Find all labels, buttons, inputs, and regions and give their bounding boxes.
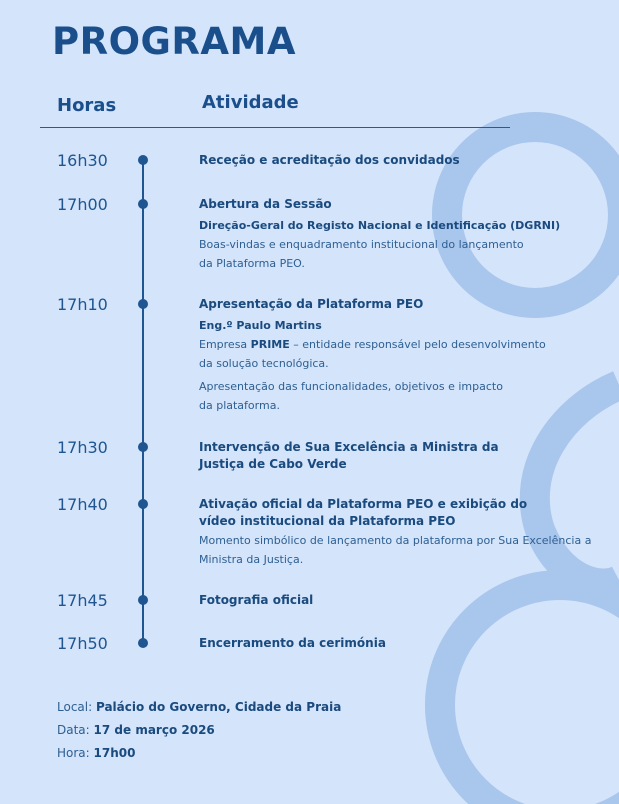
- activity-column-header: Atividade: [202, 92, 299, 113]
- company-name: PRIME: [250, 338, 290, 351]
- timeline-dot: [138, 499, 148, 509]
- schedule-time: 17h30: [57, 438, 108, 457]
- timeline-dot: [138, 638, 148, 648]
- timeline-dot: [138, 595, 148, 605]
- page-title: PROGRAMA: [52, 20, 297, 63]
- schedule-activity: Receção e acreditação dos convidados: [199, 153, 460, 167]
- timeline-dot: [138, 155, 148, 165]
- timeline-dot: [138, 442, 148, 452]
- schedule-activity: Apresentação da Plataforma PEO: [199, 297, 424, 311]
- date-value: 17 de março 2026: [93, 723, 215, 737]
- company-suffix: – entidade responsável pelo desenvolvimento da solução tecnológica.: [199, 338, 546, 370]
- schedule-subtitle: Direção-Geral do Registo Nacional e Identificação (DGRNI): [199, 219, 561, 232]
- schedule-activity: Fotografia oficial: [199, 593, 314, 607]
- event-date: [57, 722, 341, 745]
- schedule-activity: Abertura da Sessão: [199, 197, 332, 211]
- schedule-activity: Ativação oficial da Plataforma PEO e exibição do vídeo institucional da Plataforma PEO: [199, 497, 528, 528]
- timeline-dot: [138, 299, 148, 309]
- header-divider: [40, 127, 510, 128]
- schedule-company-description: [199, 335, 549, 373]
- schedule-description: Momento simbólico de lançamento da plataforma por Sua Excelência a Ministra da Justiça.: [199, 534, 592, 566]
- event-details: [57, 699, 341, 768]
- schedule-time: 17h00: [57, 195, 108, 214]
- event-time: [57, 745, 341, 768]
- date-label: Data:: [57, 723, 90, 737]
- hours-column-header: Horas: [57, 95, 117, 116]
- event-location: [57, 699, 341, 722]
- schedule-description: Apresentação das funcionalidades, objetivos e impacto da plataforma.: [199, 380, 503, 412]
- schedule-subtitle: Eng.º Paulo Martins: [199, 319, 322, 332]
- location-value: Palácio do Governo, Cidade da Praia: [95, 700, 342, 714]
- timeline-dot: [138, 199, 148, 209]
- schedule-time: 17h10: [57, 295, 108, 314]
- company-prefix: Empresa: [199, 338, 248, 351]
- schedule-activity: Encerramento da cerimónia: [199, 636, 386, 650]
- schedule-time: 17h40: [57, 495, 108, 514]
- timeline-line: [142, 160, 144, 644]
- schedule-description: Boas-vindas e enquadramento institucional do lançamento da Plataforma PEO.: [199, 238, 524, 270]
- schedule-time: 16h30: [57, 151, 108, 170]
- schedule-time: 17h45: [57, 591, 108, 610]
- watermark-ring-bottom: [440, 585, 619, 804]
- schedule-activity: Intervenção de Sua Excelência a Ministra da Justiça de Cabo Verde: [199, 440, 499, 471]
- time-value: 17h00: [93, 746, 136, 760]
- schedule-time: 17h50: [57, 634, 108, 653]
- location-label: Local:: [57, 700, 93, 714]
- time-label: Hora:: [57, 746, 90, 760]
